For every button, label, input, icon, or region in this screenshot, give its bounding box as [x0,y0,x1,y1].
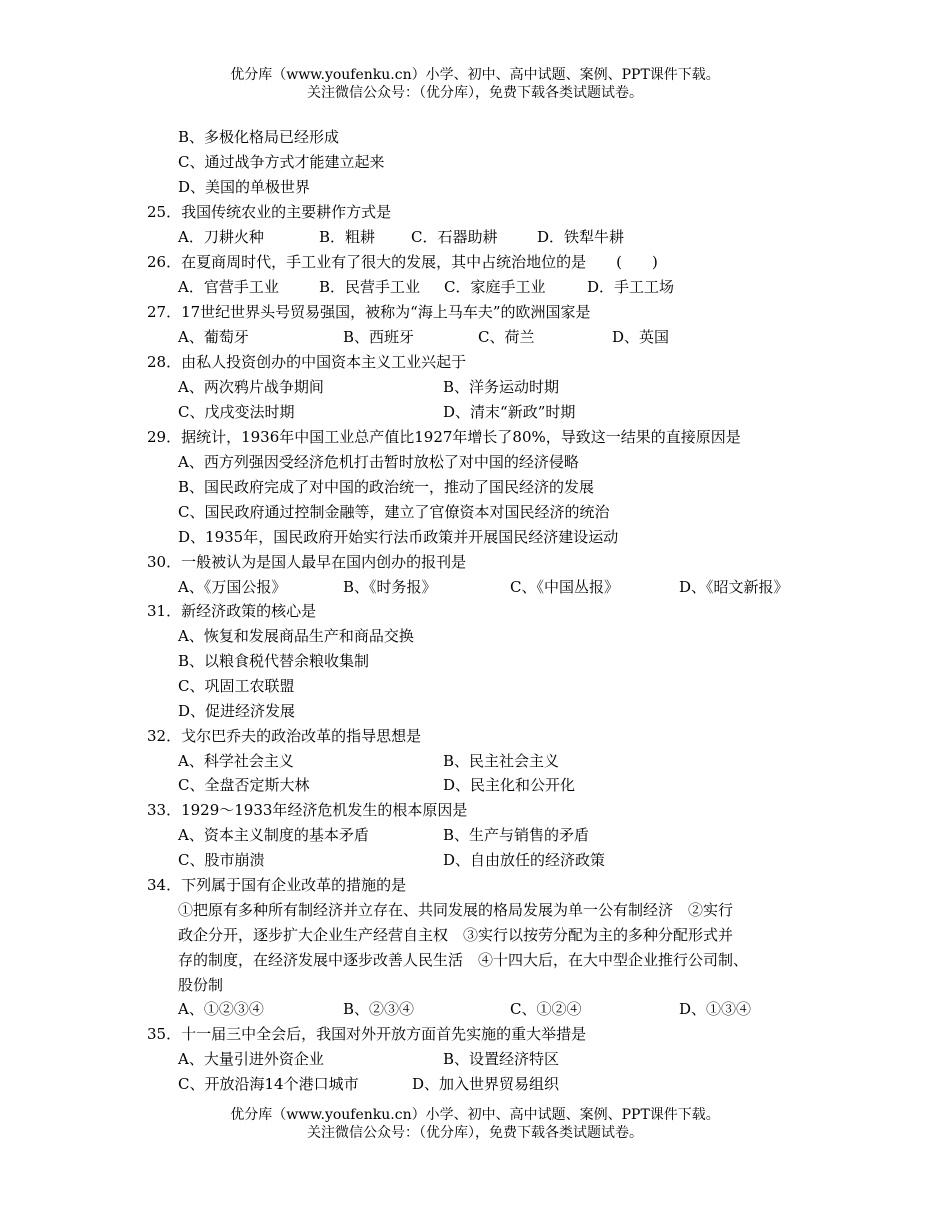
question-27-option-c: C、荷兰 [478,328,535,346]
question-26-option-d: D．手工工场 [587,278,675,296]
question-33-option-d: D、自由放任的经济政策 [443,851,606,869]
question-32-option-b: B、民主社会主义 [443,752,560,770]
question-30-option-a: A、《万国公报》 [178,578,287,596]
question-35-option-c: C、开放沿海14个港口城市 [178,1075,359,1093]
question-32-option-c: C、全盘否定斯大林 [178,776,310,794]
question-25-option-d: D．铁犁牛耕 [537,228,625,246]
question-34-body-line-3: 存的制度，在经济发展中逐步改善人民生活 ④十四大后，在大中型企业推行公司制、 [178,951,749,969]
question-27-stem: 27．17世纪世界头号贸易强国，被称为“海上马车夫”的欧洲国家是 [147,303,591,321]
question-25-option-c: C．石器助耕 [411,228,498,246]
question-30-option-c: C、《中国丛报》 [510,578,619,596]
question-35-option-d: D、加入世界贸易组织 [412,1075,560,1093]
question-33-stem: 33．1929～1933年经济危机发生的根本原因是 [147,801,468,819]
question-29-option-d: D、1935年，国民政府开始实行法币政策并开展国民经济建设运动 [178,528,619,546]
question-28-option-c: C、戊戌变法时期 [178,403,295,421]
question-34-body-line-1: ①把原有多种所有制经济并立存在、共同发展的格局发展为单一公有制经济 ②实行 [178,901,734,919]
question-31-option-a: A、恢复和发展商品生产和商品交换 [178,627,414,645]
question-34-option-b: B、②③④ [343,1000,415,1018]
question-33-option-a: A、资本主义制度的基本矛盾 [178,826,369,844]
page-header [0,66,950,102]
question-27-option-a: A、葡萄牙 [178,328,249,346]
header-line-2: 关注微信公众号：（优分库），免费下载各类试题试卷。 [307,85,643,101]
question-34-stem: 34．下列属于国有企业改革的措施的是 [147,876,407,894]
option-b: B、多极化格局已经形成 [178,128,340,146]
question-32-stem: 32．戈尔巴乔夫的政治改革的指导思想是 [147,727,422,745]
question-34-option-c: C、①②④ [510,1000,582,1018]
footer-line-2: 关注微信公众号：（优分库），免费下载各类试题试卷。 [307,1125,643,1141]
question-34-body-line-2: 政企分开，逐步扩大企业生产经营自主权 ③实行以按劳分配为主的多种分配形式并 [178,926,734,944]
footer-line-1: 优分库（www.youfenku.cn）小学、初中、高中试题、案例、PPT课件下载。 [230,1107,720,1123]
question-33-option-c: C、股市崩溃 [178,851,265,869]
question-31-stem: 31．新经济政策的核心是 [147,602,317,620]
option-c: C、通过战争方式才能建立起来 [178,153,385,171]
question-27-option-b: B、西班牙 [343,328,415,346]
question-34-body-line-4: 股份制 [178,976,224,994]
question-26-stem: 26．在夏商周时代，手工业有了很大的发展，其中占统治地位的是 ( ) [147,253,658,271]
question-26-option-c: C．家庭手工业 [444,278,546,296]
question-30-option-d: D、《昭文新报》 [679,578,789,596]
question-25-stem: 25．我国传统农业的主要耕作方式是 [147,203,392,221]
question-30-stem: 30．一般被认为是国人最早在国内创办的报刊是 [147,553,467,571]
question-30-option-b: B、《时务报》 [343,578,437,596]
question-35-stem: 35．十一届三中全会后，我国对外开放方面首先实施的重大举措是 [147,1025,587,1043]
question-28-option-a: A、两次鸦片战争期间 [178,378,324,396]
question-34-option-a: A、①②③④ [178,1000,264,1018]
question-29-stem: 29．据统计，1936年中国工业总产值比1927年增长了80%，导致这一结果的直接原因是 [147,428,741,446]
question-33-option-b: B、生产与销售的矛盾 [443,826,590,844]
question-29-option-c: C、国民政府通过控制金融等，建立了官僚资本对国民经济的统治 [178,503,610,521]
question-35-option-b: B、设置经济特区 [443,1050,560,1068]
page-footer [0,1106,950,1142]
question-28-stem: 28．由私人投资创办的中国资本主义工业兴起于 [147,353,467,371]
question-27-option-d: D、英国 [612,328,670,346]
question-28-option-d: D、清末“新政”时期 [443,403,576,421]
question-31-option-d: D、促进经济发展 [178,702,296,720]
question-31-option-b: B、以粮食税代替余粮收集制 [178,652,370,670]
question-28-option-b: B、洋务运动时期 [443,378,560,396]
question-25-option-a: A．刀耕火种 [178,228,264,246]
question-26-option-a: A．官营手工业 [178,278,279,296]
question-32-option-d: D、民主化和公开化 [443,776,576,794]
question-34-option-d: D、①③④ [679,1000,752,1018]
question-29-option-a: A、西方列强因受经济危机打击暂时放松了对中国的经济侵略 [178,453,579,471]
question-31-option-c: C、巩固工农联盟 [178,677,295,695]
question-35-option-a: A、大量引进外资企业 [178,1050,324,1068]
question-32-option-a: A、科学社会主义 [178,752,294,770]
question-25-option-b: B．粗耕 [319,228,376,246]
question-29-option-b: B、国民政府完成了对中国的政治统一，推动了国民经济的发展 [178,478,595,496]
header-line-1: 优分库（www.youfenku.cn）小学、初中、高中试题、案例、PPT课件下载。 [230,67,720,83]
option-d: D、美国的单极世界 [178,178,311,196]
question-26-option-b: B．民营手工业 [319,278,421,296]
